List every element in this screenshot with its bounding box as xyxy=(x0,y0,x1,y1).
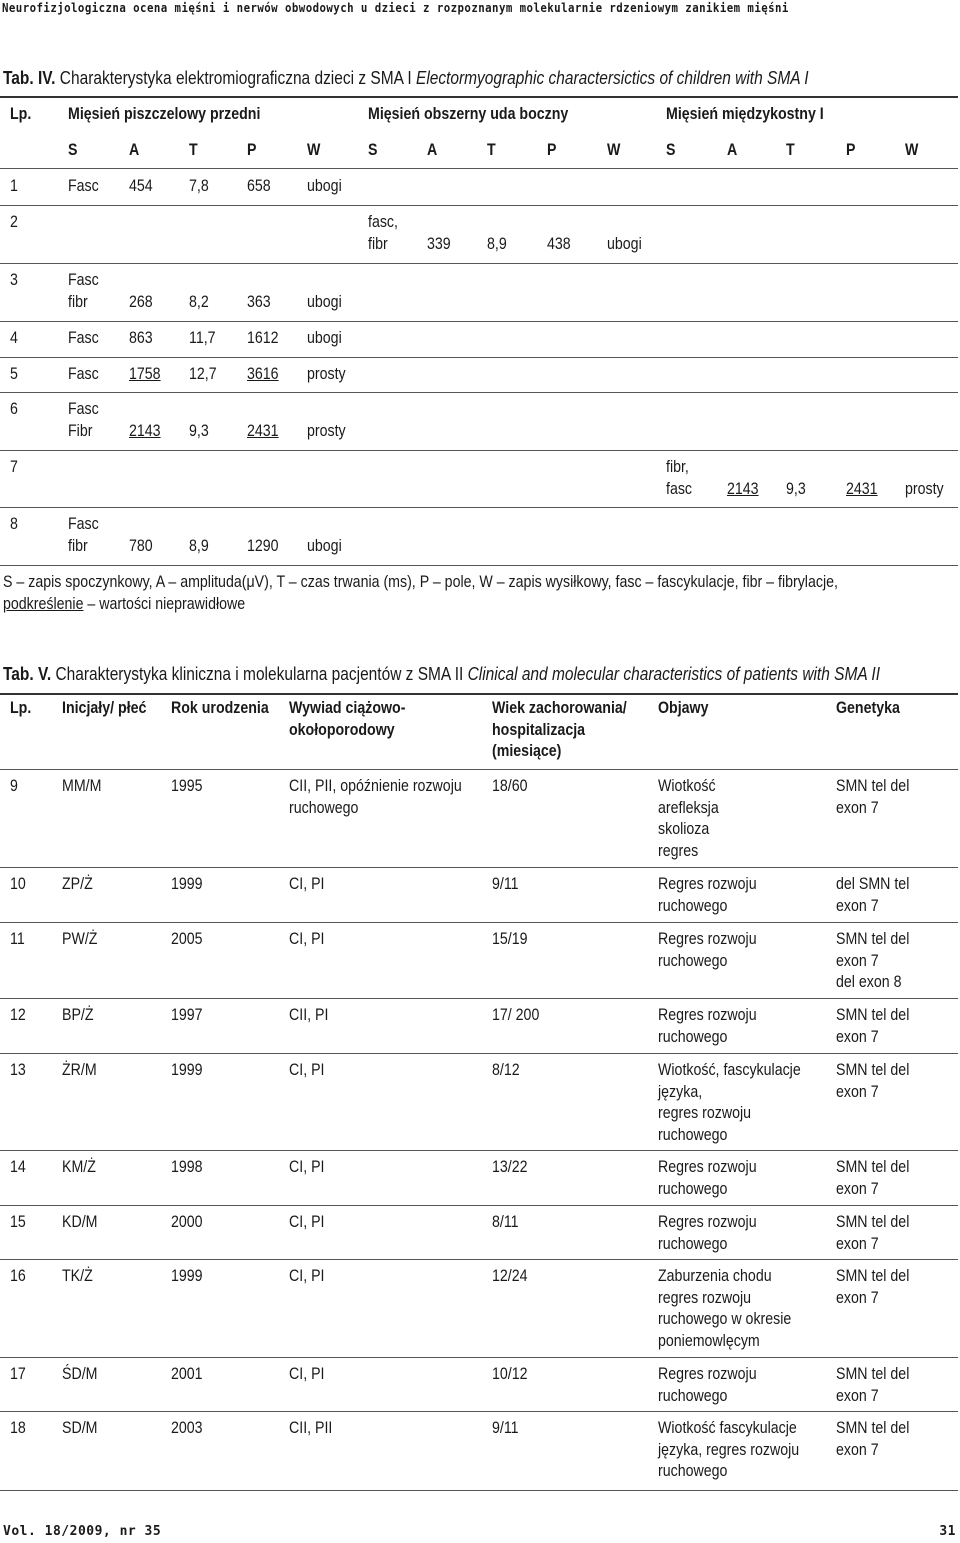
cell-s: fasc, xyxy=(368,213,398,231)
table5-cell: Regres rozwoju ruchowego xyxy=(658,1006,757,1046)
cell-t: 8,9 xyxy=(189,536,209,555)
row-divider xyxy=(0,205,958,206)
table5-cell: SMN tel del exon 7 xyxy=(836,1006,910,1046)
muscle-header: Mięsień międzykostny I xyxy=(666,105,824,123)
subcol-header: S xyxy=(666,141,676,159)
table5-cell: ŚD/M xyxy=(62,1365,98,1383)
row-divider xyxy=(0,321,958,322)
table5-cell: SMN tel del exon 7 xyxy=(836,1061,910,1101)
table4-top-rule xyxy=(0,96,958,98)
table5-cell: 18/60 xyxy=(492,777,528,795)
table5-cell: Regres rozwoju ruchowego xyxy=(658,1213,757,1253)
table5-cell: CI, PI xyxy=(289,1158,325,1176)
table5-cell: CII, PII xyxy=(289,1419,333,1437)
table5-cell: 12/24 xyxy=(492,1267,528,1285)
table5-cell: 1999 xyxy=(171,1061,203,1079)
table5-cell: del SMN tel exon 7 xyxy=(836,875,910,915)
row-divider xyxy=(0,922,958,923)
table5-cell: KD/M xyxy=(62,1213,98,1231)
cell-s: fibr, xyxy=(666,458,689,476)
row-divider xyxy=(0,392,958,393)
table5-cell: BP/Ż xyxy=(62,1006,94,1024)
table5-cell: 1997 xyxy=(171,1006,203,1024)
table5-cell: 11 xyxy=(10,930,25,948)
table5-cell: PW/Ż xyxy=(62,930,98,948)
muscle-header: Mięsień piszczelowy przedni xyxy=(68,105,261,123)
subcol-header: P xyxy=(247,141,257,159)
subcol-header: T xyxy=(786,141,795,159)
table5-cell: SMN tel del exon 7 del exon 8 xyxy=(836,930,910,991)
table5-header: Inicjały/ płeć xyxy=(62,699,147,717)
table5-cell: 15/19 xyxy=(492,930,528,948)
table5-cell: KM/Ż xyxy=(62,1158,96,1176)
table4-title-pl: Charakterystyka elektromiograficzna dzieci z SMA I xyxy=(59,68,412,88)
table5-cell: 1999 xyxy=(171,1267,203,1285)
cell-w: ubogi xyxy=(307,329,342,347)
table5-cell: SMN tel del exon 7 xyxy=(836,1158,910,1198)
table5-cell: 9 xyxy=(10,777,18,795)
page-number: 31 xyxy=(939,1524,956,1539)
table5-cell: Wiotkość arefleksja skolioza regres xyxy=(658,777,719,860)
cell-s: Fibr xyxy=(68,421,93,440)
row-divider xyxy=(0,357,958,358)
subcol-header: S xyxy=(368,141,378,159)
cell-p: 1290 xyxy=(247,536,279,555)
legend-line-1: S – zapis spoczynkowy, A – amplituda(μV), T – czas trwania (ms), P – pole, W – zapis wysiłkowy, fasc – fascykulacje, fibr – fibrylacje, xyxy=(3,573,838,591)
table5-cell: 9/11 xyxy=(492,875,519,893)
row-lp: 3 xyxy=(10,271,18,289)
col-lp-header: Lp. xyxy=(10,105,32,123)
cell-a: 780 xyxy=(129,536,153,555)
table5-title xyxy=(3,664,960,685)
subcol-header: T xyxy=(487,141,496,159)
table5-header: Lp. xyxy=(10,699,32,717)
subcol-header: W xyxy=(607,141,621,159)
table5-cell: 2005 xyxy=(171,930,203,948)
legend-line-2: – wartości nieprawidłowe xyxy=(83,594,246,613)
cell-w: prosty xyxy=(905,479,944,498)
subcol-header: S xyxy=(68,141,78,159)
cell-t: 12,7 xyxy=(189,365,217,383)
subcol-header: P xyxy=(547,141,557,159)
subcol-header: P xyxy=(846,141,856,159)
cell-a: 1758 xyxy=(129,365,161,383)
table5-top-rule xyxy=(0,693,958,695)
cell-s: Fasc xyxy=(68,329,99,347)
table5-cell: SMN tel del exon 7 xyxy=(836,1267,910,1307)
cell-w: prosty xyxy=(307,421,346,440)
table5-header: Wywiad ciążowo- okołoporodowy xyxy=(289,699,406,739)
table5-cell: Regres rozwoju ruchowego xyxy=(658,1365,757,1405)
cell-p: 3616 xyxy=(247,365,279,383)
subcol-header: T xyxy=(189,141,198,159)
table5-cell: Regres rozwoju ruchowego xyxy=(658,930,757,970)
table5-cell: CII, PII, opóźnienie rozwoju ruchowego xyxy=(289,777,462,817)
cell-s: fibr xyxy=(68,536,88,555)
cell-w: ubogi xyxy=(307,292,342,311)
row-divider xyxy=(0,769,958,770)
row-lp: 8 xyxy=(10,515,18,533)
table5-cell: SMN tel del exon 7 xyxy=(836,777,910,817)
table5-header: Wiek zachorowania/ hospitalizacja (miesiące) xyxy=(492,699,627,760)
cell-s: Fasc xyxy=(68,271,99,289)
table5-title-pl: Charakterystyka kliniczna i molekularna pacjentów z SMA II xyxy=(55,664,464,684)
muscle-header: Mięsień obszerny uda boczny xyxy=(368,105,569,123)
table5-cell: CI, PI xyxy=(289,1267,325,1285)
table5-cell: 8/11 xyxy=(492,1213,519,1231)
row-divider xyxy=(0,998,958,999)
table5-header: Rok urodzenia xyxy=(171,699,269,717)
row-divider xyxy=(0,867,958,868)
row-lp: 7 xyxy=(10,458,18,476)
cell-s: Fasc xyxy=(68,400,99,418)
volume-footer: Vol. 18/2009, nr 35 xyxy=(3,1524,162,1539)
subcol-header: A xyxy=(727,141,738,159)
cell-a: 268 xyxy=(129,292,153,311)
table5-cell: 1999 xyxy=(171,875,203,893)
row-lp: 2 xyxy=(10,213,18,231)
table5-cell: CII, PI xyxy=(289,1006,329,1024)
cell-p: 658 xyxy=(247,177,271,195)
cell-a: 863 xyxy=(129,329,153,347)
table5-cell: 10 xyxy=(10,875,26,893)
table5-cell: 16 xyxy=(10,1267,26,1285)
cell-t: 7,8 xyxy=(189,177,209,195)
table4-label: Tab. IV. xyxy=(3,68,56,88)
subcol-header: W xyxy=(307,141,321,159)
cell-t: 8,9 xyxy=(487,234,507,253)
cell-p: 363 xyxy=(247,292,271,311)
table5-cell: Regres rozwoju ruchowego xyxy=(658,875,757,915)
table5-cell: Zaburzenia chodu regres rozwoju ruchowego w okresie poniemowlęcym xyxy=(658,1267,792,1350)
row-divider xyxy=(0,263,958,264)
cell-p: 2431 xyxy=(846,479,878,498)
running-header: Neurofizjologiczna ocena mięśni i nerwów obwodowych u dzieci z rozpoznanym molekularnie rdzeniowym zanikiem mięśni xyxy=(2,0,789,15)
cell-p: 1612 xyxy=(247,329,279,347)
table5-cell: 1995 xyxy=(171,777,203,795)
cell-p: 438 xyxy=(547,234,571,253)
table5-cell: SD/M xyxy=(62,1419,98,1437)
table5-cell: Regres rozwoju ruchowego xyxy=(658,1158,757,1198)
cell-s: Fasc xyxy=(68,515,99,533)
table5-header: Genetyka xyxy=(836,699,900,717)
row-divider xyxy=(0,450,958,451)
table5-cell: 9/11 xyxy=(492,1419,519,1437)
row-divider xyxy=(0,1411,958,1412)
table5-cell: 18 xyxy=(10,1419,26,1437)
row-divider xyxy=(0,1053,958,1054)
table5-cell: 17 xyxy=(10,1365,26,1383)
table5-cell: 1998 xyxy=(171,1158,203,1176)
row-lp: 4 xyxy=(10,329,18,347)
legend-underline-word: podkreślenie xyxy=(3,594,84,613)
cell-t: 8,2 xyxy=(189,292,209,311)
cell-t: 9,3 xyxy=(189,421,209,440)
cell-s: Fasc xyxy=(68,365,99,383)
table5-cell: CI, PI xyxy=(289,1365,325,1383)
subcol-header: W xyxy=(905,141,919,159)
table5-cell: ZP/Ż xyxy=(62,875,93,893)
row-divider xyxy=(0,1259,958,1260)
table4-bottom-rule xyxy=(0,565,958,566)
table5-cell: ŻR/M xyxy=(62,1061,97,1079)
cell-w: ubogi xyxy=(307,177,342,195)
cell-a: 339 xyxy=(427,234,451,253)
cell-s: fasc xyxy=(666,479,693,498)
cell-a: 2143 xyxy=(129,421,161,440)
table5-cell: CI, PI xyxy=(289,875,325,893)
table5-cell: CI, PI xyxy=(289,1213,325,1231)
row-lp: 5 xyxy=(10,365,18,383)
table5-cell: CI, PI xyxy=(289,930,325,948)
table5-cell: 15 xyxy=(10,1213,26,1231)
table5-cell: SMN tel del exon 7 xyxy=(836,1365,910,1405)
cell-w: ubogi xyxy=(607,234,642,253)
row-divider xyxy=(0,1150,958,1151)
cell-w: prosty xyxy=(307,365,346,383)
table5-cell: 8/12 xyxy=(492,1061,520,1079)
table5-cell: Wiotkość fascykulacje języka, regres rozwoju ruchowego xyxy=(658,1419,800,1480)
table5-cell: 12 xyxy=(10,1006,26,1024)
table5-cell: 17/ 200 xyxy=(492,1006,540,1024)
table5-cell: TK/Ż xyxy=(62,1267,93,1285)
table5-cell: 2000 xyxy=(171,1213,203,1231)
cell-a: 2143 xyxy=(727,479,759,498)
table5-title-en: Clinical and molecular characteristics of patients with SMA II xyxy=(467,664,881,684)
table5-header: Objawy xyxy=(658,699,709,717)
cell-p: 2431 xyxy=(247,421,279,440)
cell-s: fibr xyxy=(68,292,88,311)
cell-t: 9,3 xyxy=(786,479,806,498)
cell-w: ubogi xyxy=(307,536,342,555)
row-lp: 6 xyxy=(10,400,18,418)
table4-title-en: Electormyographic charactersictics of children with SMA I xyxy=(415,68,809,88)
table5-label: Tab. V. xyxy=(3,664,52,684)
row-divider xyxy=(0,1357,958,1358)
cell-t: 11,7 xyxy=(189,329,216,347)
table4-header-rule xyxy=(0,168,958,169)
row-divider xyxy=(0,1205,958,1206)
cell-s: fibr xyxy=(368,234,388,253)
table5-cell: SMN tel del exon 7 xyxy=(836,1213,910,1253)
cell-s: Fasc xyxy=(68,177,99,195)
table4-title xyxy=(3,68,940,89)
subcol-header: A xyxy=(427,141,438,159)
table5-bottom-rule xyxy=(0,1490,958,1491)
table5-cell: 2001 xyxy=(171,1365,203,1383)
table5-cell: 13/22 xyxy=(492,1158,528,1176)
table5-cell: 13 xyxy=(10,1061,26,1079)
subcol-header: A xyxy=(129,141,140,159)
row-lp: 1 xyxy=(10,177,18,195)
table4-legend xyxy=(3,572,960,615)
table5-cell: 14 xyxy=(10,1158,26,1176)
cell-a: 454 xyxy=(129,177,153,195)
table5-cell: 10/12 xyxy=(492,1365,528,1383)
table5-cell: CI, PI xyxy=(289,1061,325,1079)
row-divider xyxy=(0,507,958,508)
table5-cell: Wiotkość, fascykulacje języka, regres rozwoju ruchowego xyxy=(658,1061,801,1144)
table5-cell: MM/M xyxy=(62,777,102,795)
table5-cell: 2003 xyxy=(171,1419,203,1437)
table5-cell: SMN tel del exon 7 xyxy=(836,1419,910,1459)
